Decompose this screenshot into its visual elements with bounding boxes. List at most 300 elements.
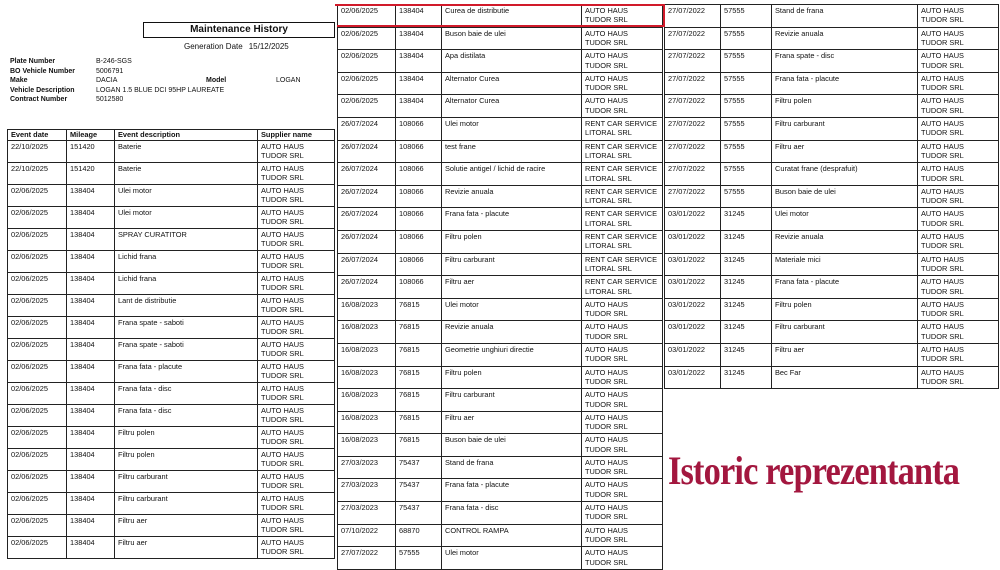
supplier-line-2: TUDOR SRL [921, 309, 964, 319]
event-description-cell: Filtru aer [115, 515, 258, 537]
supplier-line-1: AUTO HAUS [921, 51, 964, 61]
mileage-cell: 138404 [67, 537, 115, 559]
supplier-name-cell [582, 208, 663, 231]
table-row [8, 449, 335, 471]
table-row [338, 276, 663, 299]
supplier-line-1: RENT CAR SERVICE [585, 186, 658, 196]
supplier-name-cell [918, 72, 999, 95]
event-date-cell: 27/07/2022 [665, 27, 721, 50]
supplier-name-cell [582, 343, 663, 366]
caption-text: Istoric reprezentanta [668, 448, 960, 493]
supplier-line-2: TUDOR SRL [921, 15, 964, 25]
maintenance-page-2 [337, 4, 663, 567]
mileage-cell: 76815 [396, 389, 442, 412]
event-description-cell: Geometrie unghiuri directie [442, 343, 582, 366]
supplier-line-1: AUTO HAUS [585, 322, 628, 332]
supplier-line-1: AUTO HAUS [585, 299, 628, 309]
event-date-cell: 02/06/2025 [8, 383, 67, 405]
event-description-cell: Filtru aer [442, 276, 582, 299]
supplier-line-1: AUTO HAUS [261, 164, 304, 173]
supplier-name-cell [582, 140, 663, 163]
mileage-cell: 138404 [67, 251, 115, 273]
supplier-name-cell [918, 27, 999, 50]
event-date-cell: 26/07/2024 [338, 163, 396, 186]
supplier-line-1: AUTO HAUS [585, 548, 628, 558]
table-row [8, 537, 335, 559]
table-row [665, 27, 999, 50]
supplier-line-2: TUDOR SRL [585, 309, 628, 319]
event-description-cell: Filtru polen [772, 95, 918, 118]
table-row [338, 140, 663, 163]
supplier-line-2: LITORAL SRL [585, 128, 632, 138]
supplier-name-cell [918, 163, 999, 186]
supplier-name-cell [918, 208, 999, 231]
supplier-name-cell [582, 230, 663, 253]
supplier-line-2: TUDOR SRL [921, 83, 964, 93]
mileage-cell: 138404 [396, 27, 442, 50]
mileage-cell: 138404 [67, 295, 115, 317]
event-description-cell: Buson baie de ulei [442, 27, 582, 50]
supplier-line-2: TUDOR SRL [585, 331, 628, 341]
supplier-line-1: AUTO HAUS [585, 96, 628, 106]
supplier-line-1: AUTO HAUS [585, 367, 628, 377]
table-row [8, 339, 335, 361]
supplier-line-2: TUDOR SRL [921, 105, 964, 115]
mileage-cell: 57555 [721, 185, 772, 208]
mileage-cell: 76815 [396, 321, 442, 344]
event-date-cell: 16/08/2023 [338, 434, 396, 457]
mileage-cell: 57555 [721, 163, 772, 186]
event-date-cell: 26/07/2024 [338, 140, 396, 163]
supplier-line-1: AUTO HAUS [261, 362, 304, 371]
mileage-cell: 57555 [721, 72, 772, 95]
event-date-cell: 03/01/2022 [665, 208, 721, 231]
mileage-cell: 57555 [721, 95, 772, 118]
supplier-line-1: AUTO HAUS [261, 340, 304, 349]
supplier-name-cell [582, 411, 663, 434]
supplier-name-cell [582, 502, 663, 525]
highlight-line-bottom [337, 25, 665, 27]
event-date-cell: 26/07/2024 [338, 208, 396, 231]
supplier-line-1: RENT CAR SERVICE [585, 254, 658, 264]
supplier-name-cell [918, 5, 999, 28]
table-row [665, 50, 999, 73]
column-header: Supplier name [258, 130, 335, 141]
supplier-name-cell [582, 185, 663, 208]
table-row [338, 185, 663, 208]
table-row [665, 72, 999, 95]
event-date-cell: 02/06/2025 [8, 515, 67, 537]
plate-label: Plate Number [10, 58, 56, 65]
supplier-line-2: LITORAL SRL [585, 241, 632, 251]
mileage-cell: 75437 [396, 456, 442, 479]
table-row [338, 163, 663, 186]
mileage-cell: 138404 [67, 229, 115, 251]
event-description-cell: Ulei motor [442, 298, 582, 321]
supplier-name-cell [582, 524, 663, 547]
event-date-cell: 26/07/2024 [338, 185, 396, 208]
page-title: Maintenance History [143, 22, 335, 38]
generation-date [184, 42, 295, 51]
supplier-line-1: AUTO HAUS [921, 299, 964, 309]
supplier-line-2: TUDOR SRL [261, 393, 304, 403]
event-date-cell: 16/08/2023 [338, 411, 396, 434]
mileage-cell: 108066 [396, 163, 442, 186]
supplier-line-1: AUTO HAUS [261, 472, 304, 481]
mileage-cell: 151420 [67, 141, 115, 163]
maintenance-page-1 [2, 8, 334, 557]
event-date-cell: 27/07/2022 [665, 117, 721, 140]
contract-label: Contract Number [10, 96, 68, 103]
supplier-line-1: AUTO HAUS [921, 96, 964, 106]
supplier-line-2: TUDOR SRL [261, 261, 304, 271]
supplier-name-cell [918, 321, 999, 344]
supplier-line-2: TUDOR SRL [585, 83, 628, 93]
table-row [338, 298, 663, 321]
event-description-cell: Revizie anuala [772, 230, 918, 253]
supplier-line-1: RENT CAR SERVICE [585, 164, 658, 174]
maintenance-table [337, 4, 663, 570]
supplier-line-2: TUDOR SRL [921, 263, 964, 273]
supplier-line-2: TUDOR SRL [261, 195, 304, 205]
event-description-cell: Filtru carburant [772, 117, 918, 140]
event-date-cell: 27/03/2023 [338, 502, 396, 525]
supplier-line-1: AUTO HAUS [921, 322, 964, 332]
supplier-line-2: TUDOR SRL [261, 371, 304, 381]
table-row [665, 253, 999, 276]
supplier-line-1: AUTO HAUS [261, 428, 304, 437]
supplier-line-1: AUTO HAUS [261, 406, 304, 415]
event-description-cell: Curatat frane (desprafuit) [772, 163, 918, 186]
supplier-line-2: TUDOR SRL [921, 196, 964, 206]
supplier-line-2: TUDOR SRL [261, 437, 304, 447]
event-date-cell: 27/03/2023 [338, 456, 396, 479]
supplier-line-2: TUDOR SRL [585, 512, 628, 522]
event-description-cell: Buson baie de ulei [772, 185, 918, 208]
event-date-cell: 16/08/2023 [338, 389, 396, 412]
supplier-line-1: AUTO HAUS [921, 141, 964, 151]
event-description-cell: Filtru polen [115, 449, 258, 471]
supplier-line-2: TUDOR SRL [585, 376, 628, 386]
supplier-name-cell [918, 140, 999, 163]
generation-date-value: 15/12/2025 [248, 42, 289, 51]
supplier-line-2: TUDOR SRL [921, 241, 964, 251]
event-date-cell: 27/07/2022 [665, 72, 721, 95]
supplier-line-1: AUTO HAUS [921, 367, 964, 377]
mileage-cell: 108066 [396, 117, 442, 140]
table-row [8, 317, 335, 339]
event-date-cell: 02/06/2025 [8, 317, 67, 339]
supplier-name-cell [918, 343, 999, 366]
table-row [8, 427, 335, 449]
supplier-line-1: AUTO HAUS [921, 209, 964, 219]
supplier-line-2: TUDOR SRL [261, 327, 304, 337]
event-description-cell: Frana fata - disc [115, 405, 258, 427]
event-date-cell: 02/06/2025 [338, 95, 396, 118]
supplier-line-2: TUDOR SRL [261, 503, 304, 513]
table-row [338, 230, 663, 253]
event-description-cell: Lant de distributie [115, 295, 258, 317]
table-row [338, 72, 663, 95]
supplier-line-2: LITORAL SRL [585, 196, 632, 206]
table-row [8, 251, 335, 273]
supplier-name-cell [582, 27, 663, 50]
table-row [338, 5, 663, 28]
table-row [338, 27, 663, 50]
event-date-cell: 02/06/2025 [8, 207, 67, 229]
supplier-name-cell [918, 185, 999, 208]
event-date-cell: 02/06/2025 [8, 361, 67, 383]
mileage-cell: 31245 [721, 230, 772, 253]
supplier-name-cell [918, 230, 999, 253]
mileage-cell: 138404 [67, 273, 115, 295]
event-description-cell: SPRAY CURATITOR [115, 229, 258, 251]
event-date-cell: 03/01/2022 [665, 298, 721, 321]
supplier-name-cell [582, 50, 663, 73]
supplier-line-1: AUTO HAUS [585, 480, 628, 490]
supplier-line-2: TUDOR SRL [585, 444, 628, 454]
event-date-cell: 26/07/2024 [338, 230, 396, 253]
bo-label: BO Vehicle Number [10, 67, 75, 75]
supplier-line-2: LITORAL SRL [585, 150, 632, 160]
supplier-name-cell [582, 479, 663, 502]
table-row [338, 50, 663, 73]
table-row [8, 207, 335, 229]
supplier-name-cell [258, 515, 335, 537]
supplier-line-2: TUDOR SRL [261, 151, 304, 161]
event-date-cell: 16/08/2023 [338, 321, 396, 344]
event-description-cell: Alternator Curea [442, 72, 582, 95]
table-row [338, 208, 663, 231]
mileage-cell: 31245 [721, 321, 772, 344]
supplier-line-1: AUTO HAUS [261, 230, 304, 239]
supplier-line-2: TUDOR SRL [261, 239, 304, 249]
event-description-cell: Lichid frana [115, 273, 258, 295]
event-description-cell: Apa distilata [442, 50, 582, 73]
event-date-cell: 03/01/2022 [665, 276, 721, 299]
supplier-name-cell [258, 427, 335, 449]
supplier-line-2: TUDOR SRL [585, 15, 628, 25]
supplier-name-cell [582, 276, 663, 299]
supplier-line-2: TUDOR SRL [261, 459, 304, 469]
mileage-cell: 138404 [67, 405, 115, 427]
supplier-name-cell [258, 273, 335, 295]
mileage-cell: 57555 [721, 140, 772, 163]
event-date-cell: 02/06/2025 [338, 5, 396, 28]
event-date-cell: 02/06/2025 [8, 273, 67, 295]
supplier-line-2: TUDOR SRL [261, 481, 304, 491]
supplier-line-2: TUDOR SRL [921, 128, 964, 138]
highlight-line-top [335, 4, 665, 6]
mileage-cell: 138404 [67, 361, 115, 383]
event-date-cell: 27/07/2022 [665, 5, 721, 28]
supplier-name-cell [258, 493, 335, 515]
event-description-cell: Frana fata - placute [442, 208, 582, 231]
supplier-line-1: RENT CAR SERVICE [585, 277, 658, 287]
supplier-line-1: RENT CAR SERVICE [585, 141, 658, 151]
mileage-cell: 138404 [67, 449, 115, 471]
supplier-line-1: AUTO HAUS [921, 118, 964, 128]
event-date-cell: 03/01/2022 [665, 343, 721, 366]
supplier-line-2: TUDOR SRL [585, 557, 628, 567]
table-row [665, 185, 999, 208]
supplier-name-cell [582, 117, 663, 140]
highlight-line-side [663, 4, 665, 25]
table-row [8, 295, 335, 317]
supplier-line-2: TUDOR SRL [261, 547, 304, 557]
mileage-cell: 31245 [721, 366, 772, 389]
event-date-cell: 03/01/2022 [665, 253, 721, 276]
event-description-cell: Curea de distributie [442, 5, 582, 28]
event-description-cell: Revizie anuala [442, 185, 582, 208]
event-description-cell: Filtru carburant [772, 321, 918, 344]
supplier-line-2: TUDOR SRL [921, 286, 964, 296]
supplier-line-2: LITORAL SRL [585, 286, 632, 296]
supplier-line-1: AUTO HAUS [261, 142, 304, 151]
supplier-name-cell [258, 141, 335, 163]
mileage-cell: 138404 [67, 185, 115, 207]
event-date-cell: 03/01/2022 [665, 230, 721, 253]
event-date-cell: 03/01/2022 [665, 366, 721, 389]
mileage-cell: 108066 [396, 230, 442, 253]
event-description-cell: CONTROL RAMPA [442, 524, 582, 547]
table-row [665, 366, 999, 389]
event-description-cell: Frana fata - disc [115, 383, 258, 405]
mileage-cell: 138404 [396, 50, 442, 73]
table-row [8, 493, 335, 515]
event-description-cell: Lichid frana [115, 251, 258, 273]
supplier-name-cell [258, 339, 335, 361]
event-description-cell: Revizie anuala [772, 27, 918, 50]
supplier-name-cell [582, 163, 663, 186]
supplier-name-cell [258, 251, 335, 273]
event-description-cell: Baterie [115, 141, 258, 163]
mileage-cell: 31245 [721, 343, 772, 366]
table-row [8, 229, 335, 251]
supplier-line-1: AUTO HAUS [585, 344, 628, 354]
mileage-cell: 75437 [396, 479, 442, 502]
mileage-cell: 76815 [396, 343, 442, 366]
supplier-line-1: AUTO HAUS [261, 186, 304, 195]
table-row [8, 405, 335, 427]
supplier-line-2: TUDOR SRL [921, 218, 964, 228]
supplier-name-cell [582, 72, 663, 95]
event-description-cell: Frana fata - disc [442, 502, 582, 525]
event-description-cell: Filtru aer [772, 140, 918, 163]
supplier-line-2: TUDOR SRL [585, 60, 628, 70]
table-row [338, 524, 663, 547]
table-row [8, 361, 335, 383]
maintenance-table [7, 129, 335, 559]
table-row [665, 343, 999, 366]
supplier-line-2: TUDOR SRL [261, 305, 304, 315]
supplier-name-cell [582, 95, 663, 118]
make-label: Make [10, 77, 28, 84]
supplier-name-cell [258, 295, 335, 317]
event-description-cell: Filtru aer [442, 411, 582, 434]
table-row [338, 253, 663, 276]
table-row [8, 383, 335, 405]
supplier-line-2: TUDOR SRL [585, 105, 628, 115]
event-date-cell: 02/06/2025 [8, 449, 67, 471]
supplier-name-cell [258, 405, 335, 427]
supplier-line-1: AUTO HAUS [921, 344, 964, 354]
event-description-cell: Filtru polen [442, 230, 582, 253]
event-description-cell: Frana fata - placute [442, 479, 582, 502]
event-date-cell: 27/07/2022 [665, 163, 721, 186]
supplier-line-1: AUTO HAUS [261, 252, 304, 261]
mileage-cell: 138404 [396, 72, 442, 95]
supplier-line-1: AUTO HAUS [921, 277, 964, 287]
table-row [338, 434, 663, 457]
supplier-name-cell [258, 471, 335, 493]
table-row [665, 321, 999, 344]
table-row [665, 208, 999, 231]
table-row [8, 163, 335, 185]
column-header: Event date [8, 130, 67, 141]
supplier-name-cell [258, 383, 335, 405]
table-row [338, 479, 663, 502]
event-date-cell: 27/07/2022 [665, 140, 721, 163]
supplier-line-1: AUTO HAUS [261, 538, 304, 547]
supplier-line-1: AUTO HAUS [585, 412, 628, 422]
event-description-cell: Filtru aer [772, 343, 918, 366]
mileage-cell: 108066 [396, 253, 442, 276]
event-description-cell: Ulei motor [772, 208, 918, 231]
supplier-name-cell [582, 434, 663, 457]
supplier-line-1: AUTO HAUS [261, 516, 304, 525]
event-date-cell: 02/06/2025 [338, 50, 396, 73]
event-date-cell: 27/07/2022 [665, 185, 721, 208]
supplier-line-2: TUDOR SRL [921, 376, 964, 386]
event-date-cell: 07/10/2022 [338, 524, 396, 547]
supplier-line-1: AUTO HAUS [261, 318, 304, 327]
column-header: Mileage [67, 130, 115, 141]
table-row [665, 230, 999, 253]
event-date-cell: 22/10/2025 [8, 141, 67, 163]
table-row [665, 276, 999, 299]
table-row [8, 185, 335, 207]
mileage-cell: 138404 [67, 493, 115, 515]
supplier-line-2: LITORAL SRL [585, 218, 632, 228]
supplier-name-cell [582, 547, 663, 570]
table-row [338, 343, 663, 366]
supplier-line-2: TUDOR SRL [921, 173, 964, 183]
event-description-cell: Filtru aer [115, 537, 258, 559]
mileage-cell: 57555 [721, 5, 772, 28]
supplier-line-1: RENT CAR SERVICE [585, 209, 658, 219]
event-description-cell: Frana fata - placute [115, 361, 258, 383]
mileage-cell: 57555 [721, 50, 772, 73]
mileage-cell: 68870 [396, 524, 442, 547]
supplier-name-cell [918, 50, 999, 73]
table-row [665, 117, 999, 140]
supplier-line-1: AUTO HAUS [921, 6, 964, 15]
supplier-line-1: AUTO HAUS [261, 296, 304, 305]
supplier-line-1: AUTO HAUS [921, 186, 964, 196]
supplier-line-2: TUDOR SRL [585, 535, 628, 545]
mileage-cell: 138404 [67, 383, 115, 405]
mileage-cell: 108066 [396, 185, 442, 208]
event-date-cell: 26/07/2024 [338, 253, 396, 276]
supplier-line-2: TUDOR SRL [261, 415, 304, 425]
table-row [338, 411, 663, 434]
supplier-line-2: TUDOR SRL [585, 354, 628, 364]
mileage-cell: 108066 [396, 208, 442, 231]
mileage-cell: 76815 [396, 434, 442, 457]
table-row [665, 5, 999, 28]
event-description-cell: Alternator Curea [442, 95, 582, 118]
